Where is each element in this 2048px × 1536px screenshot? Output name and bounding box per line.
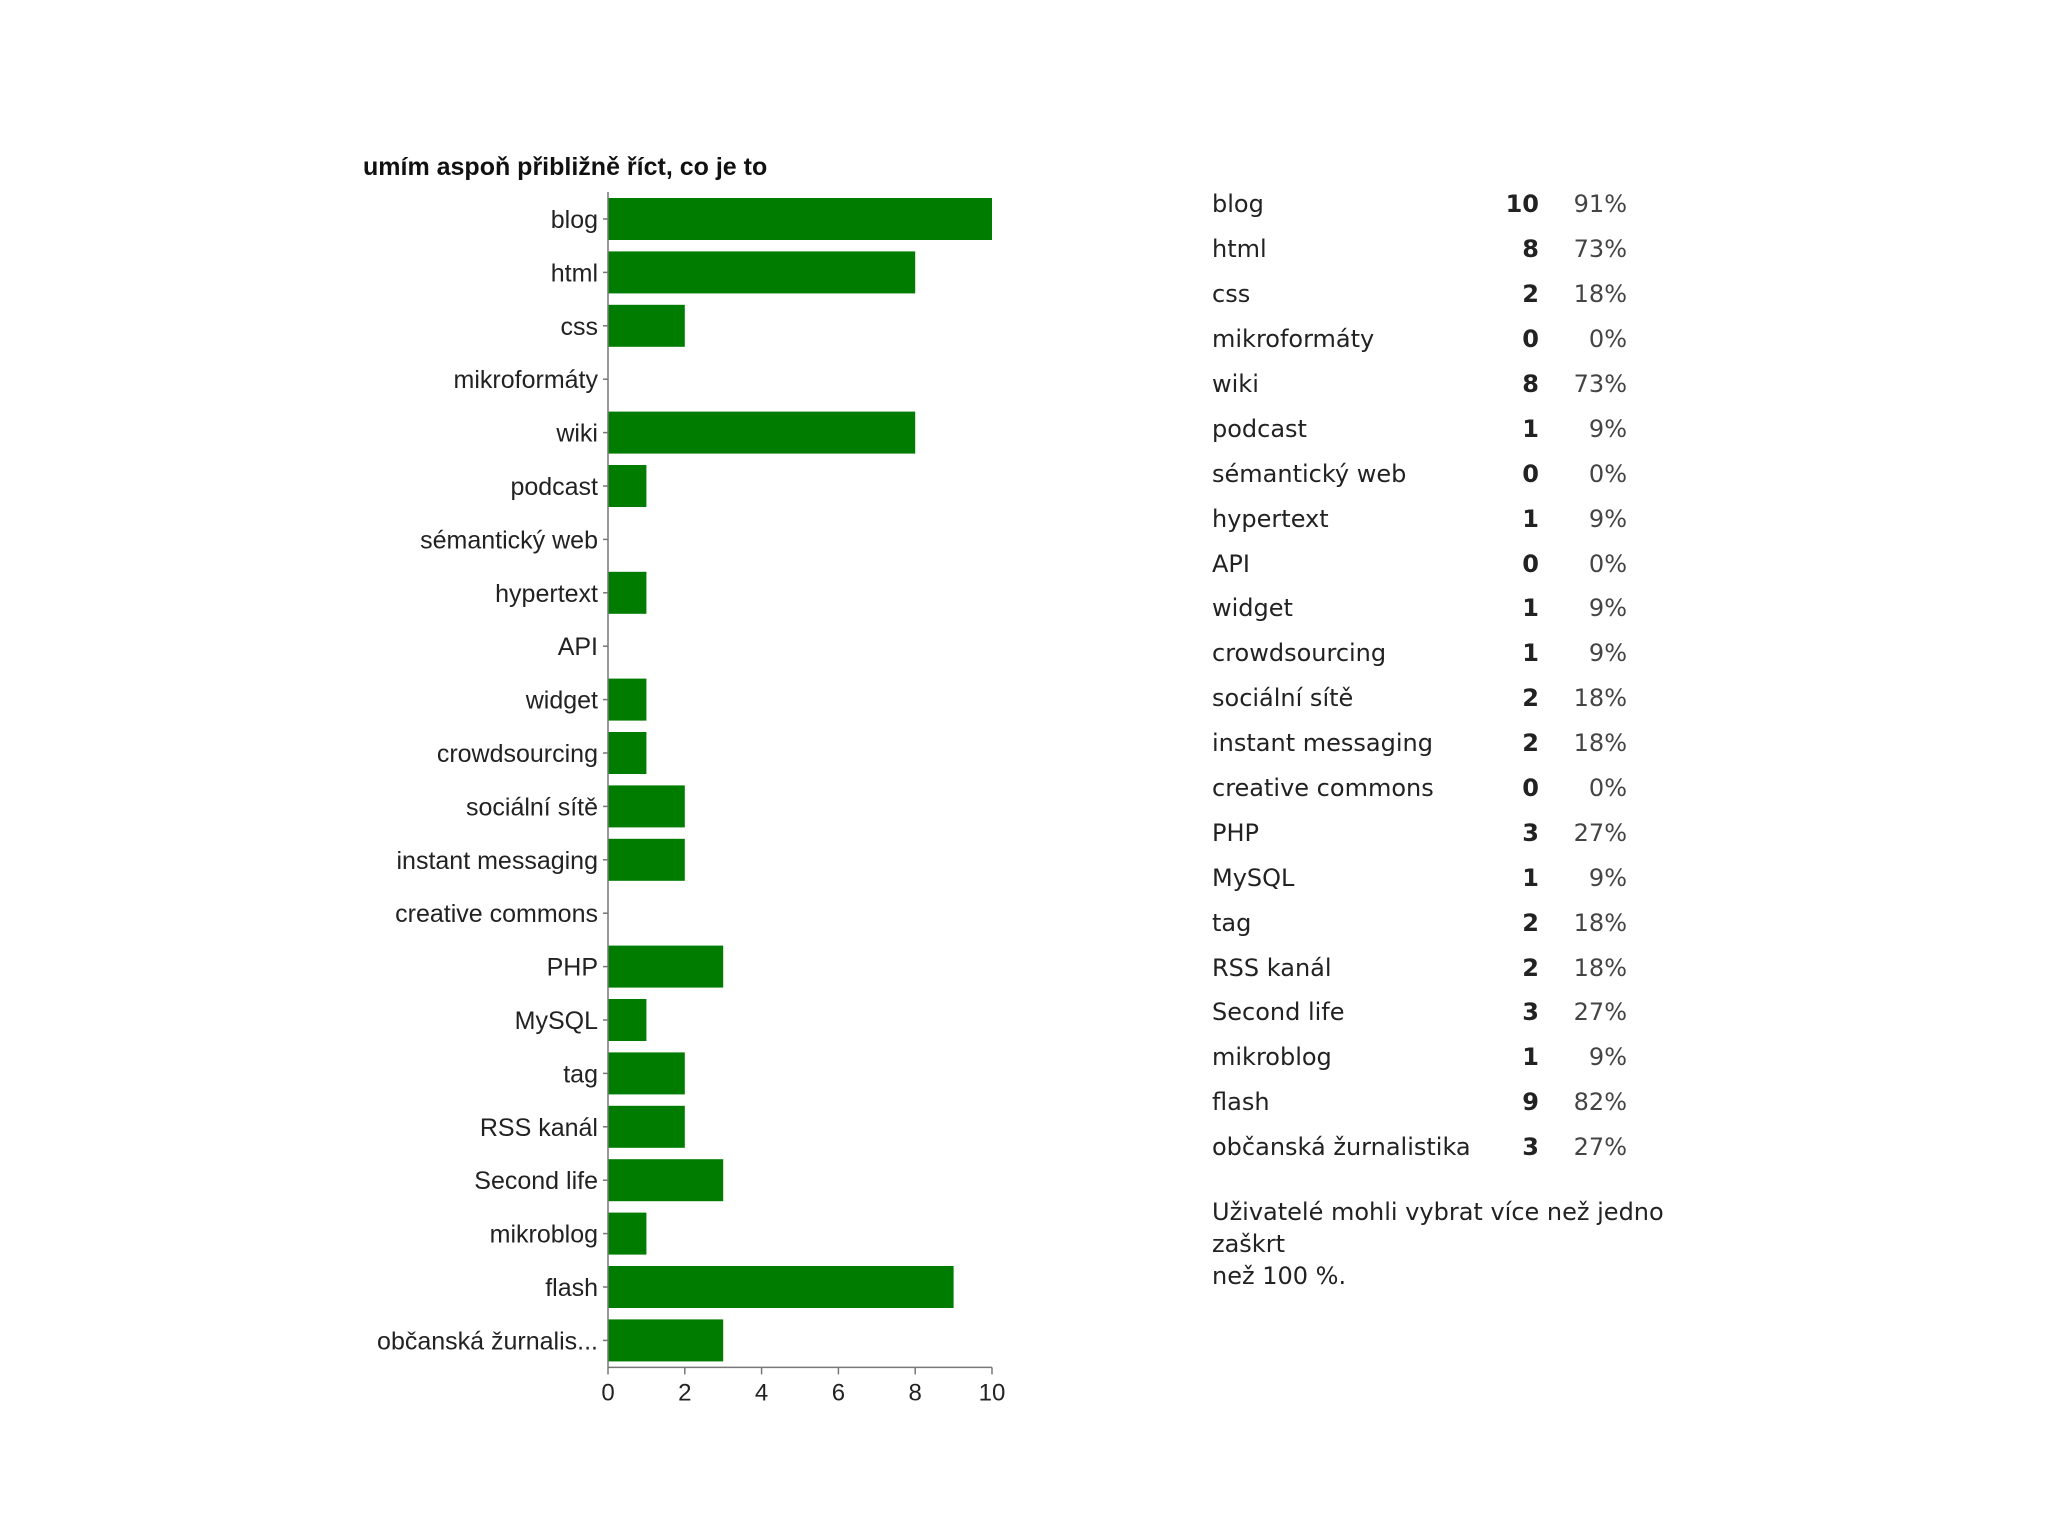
row-count: 0: [1522, 459, 1539, 488]
row-count: 2: [1522, 280, 1539, 309]
table-row: [1212, 810, 1627, 855]
row-label: podcast: [1212, 414, 1307, 443]
table-row: [1212, 406, 1627, 451]
row-count: 1: [1522, 1043, 1539, 1072]
row-label: hypertext: [1212, 504, 1329, 533]
bar: [608, 785, 685, 827]
category-label: css: [560, 312, 598, 341]
row-label: creative commons: [1212, 774, 1434, 803]
row-count: 2: [1522, 729, 1539, 758]
category-label: html: [550, 259, 598, 288]
row-label: tag: [1212, 908, 1252, 937]
row-count: 2: [1522, 908, 1539, 937]
category-label: mikroformáty: [453, 366, 598, 395]
row-label: flash: [1212, 1088, 1270, 1117]
row-label: RSS kanál: [1212, 953, 1332, 982]
bar: [608, 412, 915, 454]
row-percent: 9%: [1588, 414, 1627, 443]
x-tick-label: 2: [678, 1379, 692, 1407]
table-row: [1212, 317, 1627, 362]
row-label: mikroblog: [1212, 1043, 1332, 1072]
table-row: [1212, 990, 1627, 1035]
row-count: 1: [1522, 414, 1539, 443]
category-label: sémantický web: [420, 526, 598, 555]
category-label: instant messaging: [396, 846, 598, 875]
row-label: blog: [1212, 190, 1264, 219]
bar: [608, 679, 646, 721]
category-labels-group: [377, 206, 608, 1355]
table-row: [1212, 362, 1627, 407]
bar: [608, 465, 646, 507]
category-label: podcast: [510, 473, 598, 501]
row-count: 0: [1522, 774, 1539, 803]
row-label: Second life: [1212, 998, 1345, 1027]
category-label: RSS kanál: [479, 1113, 598, 1142]
category-label: tag: [563, 1060, 598, 1089]
category-label: creative commons: [395, 900, 598, 929]
table-row: [1212, 945, 1627, 990]
x-tick-label: 4: [754, 1379, 769, 1407]
summary-table-body: [1212, 182, 1627, 1170]
x-tick-label: 6: [831, 1379, 846, 1407]
table-row: [1212, 1035, 1627, 1080]
row-label: wiki: [1212, 370, 1259, 398]
row-label: občanská žurnalistika: [1212, 1133, 1471, 1162]
row-percent: 9%: [1588, 504, 1627, 533]
x-tick-label: 10: [978, 1379, 1006, 1407]
row-percent: 18%: [1573, 684, 1627, 713]
row-percent: 27%: [1573, 998, 1627, 1027]
category-label: API: [557, 633, 598, 662]
summary-table: [1212, 182, 1627, 1170]
row-count: 0: [1522, 549, 1539, 578]
row-label: MySQL: [1212, 863, 1295, 892]
row-percent: 9%: [1588, 639, 1627, 668]
row-percent: 9%: [1588, 594, 1627, 623]
category-label: blog: [550, 206, 598, 234]
row-label: html: [1212, 235, 1267, 264]
row-percent: 91%: [1573, 190, 1627, 219]
row-count: 1: [1522, 594, 1539, 623]
category-label: sociální sítě: [465, 793, 598, 822]
table-row: [1212, 586, 1627, 631]
category-label: MySQL: [514, 1007, 598, 1035]
table-row: [1212, 676, 1627, 721]
table-row: [1212, 272, 1627, 317]
category-label: mikroblog: [489, 1220, 598, 1249]
footnote: Uživatelé mohli vybrat více než jedno zaškrt než 100 %.: [1212, 1198, 1664, 1290]
bar: [608, 1052, 685, 1094]
category-label: widget: [525, 686, 598, 715]
table-row: [1212, 1080, 1627, 1125]
x-tick-label: 0: [601, 1379, 615, 1407]
table-row: [1212, 721, 1627, 766]
row-count: 3: [1522, 818, 1539, 847]
table-row: [1212, 451, 1627, 496]
row-count: 0: [1522, 325, 1539, 354]
row-percent: 0%: [1588, 774, 1627, 803]
row-percent: 0%: [1588, 325, 1627, 354]
table-row: [1212, 855, 1627, 900]
row-percent: 73%: [1573, 235, 1627, 264]
row-percent: 18%: [1573, 729, 1627, 758]
row-label: css: [1212, 280, 1251, 309]
row-count: 2: [1522, 953, 1539, 982]
row-count: 3: [1522, 1133, 1539, 1162]
row-count: 1: [1522, 863, 1539, 892]
row-count: 9: [1522, 1088, 1539, 1117]
row-percent: 0%: [1588, 549, 1627, 578]
category-label: flash: [545, 1274, 598, 1302]
bar: [608, 1106, 685, 1148]
row-percent: 27%: [1573, 1133, 1627, 1162]
category-label: wiki: [556, 419, 598, 448]
bar: [608, 251, 915, 293]
row-percent: 27%: [1573, 818, 1627, 847]
bar: [608, 1159, 723, 1201]
table-row: [1212, 496, 1627, 541]
row-count: 1: [1522, 504, 1539, 533]
row-label: instant messaging: [1212, 729, 1433, 758]
table-row: [1212, 900, 1627, 945]
row-label: mikroformáty: [1212, 325, 1375, 354]
row-count: 10: [1505, 190, 1539, 219]
row-count: 2: [1522, 684, 1539, 713]
row-label: API: [1212, 549, 1250, 578]
bar: [608, 572, 646, 614]
row-percent: 0%: [1588, 459, 1627, 488]
x-tick-label: 8: [908, 1379, 922, 1407]
table-row: [1212, 1125, 1627, 1170]
category-label: PHP: [546, 953, 598, 982]
row-label: sémantický web: [1212, 459, 1407, 488]
row-count: 1: [1522, 639, 1539, 668]
chart-title: umím aspoň přibližně říct, co je to: [363, 153, 768, 181]
bar: [608, 1213, 646, 1255]
row-percent: 18%: [1573, 280, 1627, 309]
row-count: 8: [1522, 235, 1539, 264]
table-row: [1212, 227, 1627, 272]
bar: [608, 946, 723, 988]
bar: [608, 732, 646, 774]
row-percent: 18%: [1573, 908, 1627, 937]
bar: [608, 305, 685, 347]
row-percent: 82%: [1573, 1088, 1627, 1117]
table-row: [1212, 541, 1627, 586]
bar: [608, 1319, 723, 1361]
category-label: občanská žurnalis...: [377, 1327, 598, 1356]
row-count: 3: [1522, 998, 1539, 1027]
bar: [608, 839, 685, 881]
row-count: 8: [1522, 370, 1539, 398]
row-percent: 9%: [1588, 1043, 1627, 1072]
table-row: [1212, 182, 1627, 227]
bar: [608, 198, 992, 240]
row-label: widget: [1212, 594, 1293, 623]
category-label: Second life: [474, 1167, 598, 1196]
table-row: [1212, 631, 1627, 676]
category-label: hypertext: [495, 579, 598, 608]
row-label: PHP: [1212, 818, 1259, 847]
x-axis: [601, 1367, 1005, 1406]
row-percent: 9%: [1588, 863, 1627, 892]
row-label: sociální sítě: [1212, 684, 1354, 713]
row-percent: 18%: [1573, 953, 1627, 982]
row-percent: 73%: [1573, 370, 1627, 398]
bar: [608, 1266, 954, 1308]
bar: [608, 999, 646, 1041]
table-row: [1212, 766, 1627, 811]
bars-group: [608, 198, 992, 1361]
row-label: crowdsourcing: [1212, 639, 1387, 668]
category-label: crowdsourcing: [436, 740, 598, 768]
